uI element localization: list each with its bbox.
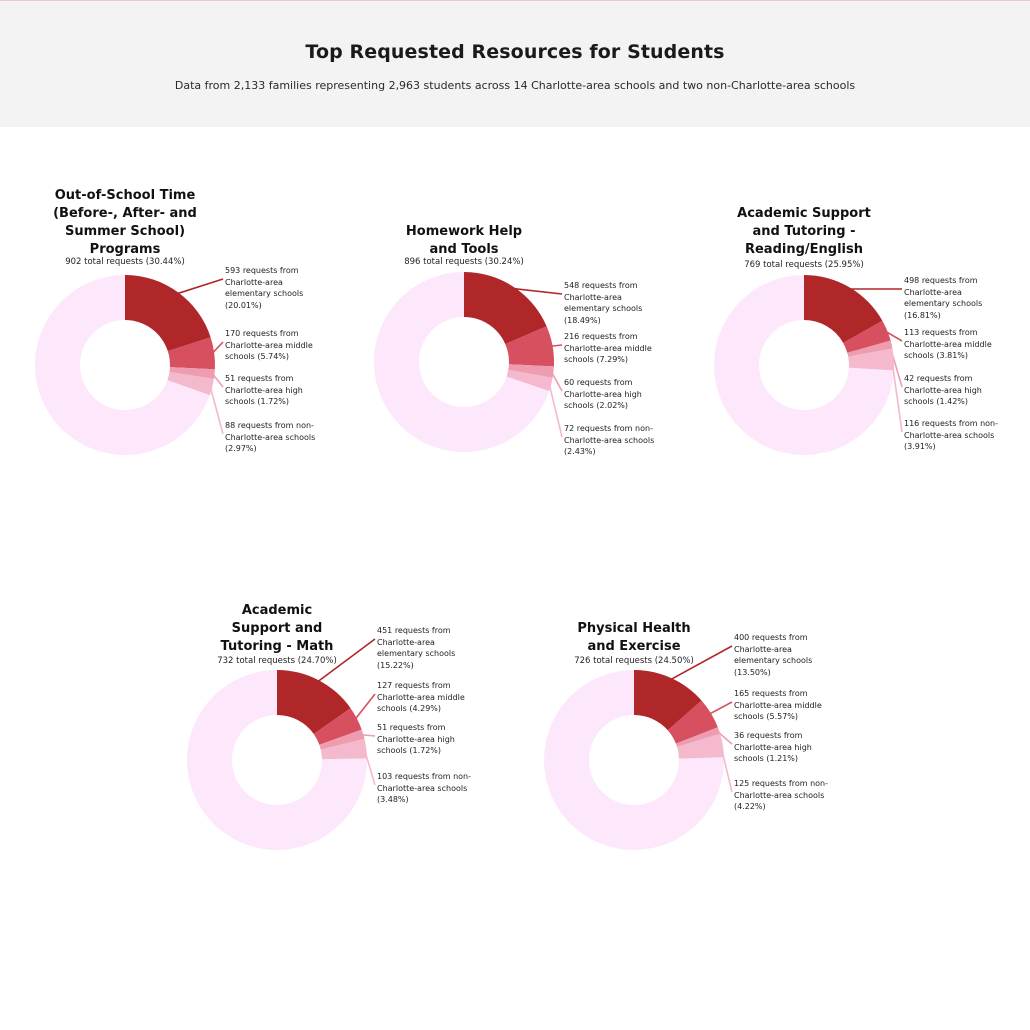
chart-title-line: Homework Help: [405, 224, 523, 239]
slice-label-line: elementary schools: [734, 656, 813, 665]
chart-title-line: Programs: [89, 242, 161, 257]
chart-total-label: 902 total requests (30.44%): [65, 257, 185, 267]
chart-title-line: and Exercise: [587, 639, 681, 654]
donut-chart-1: [20, 185, 350, 525]
slice-label-line: schools (7.29%): [564, 355, 629, 364]
slice-label-line: (3.91%): [904, 442, 936, 451]
slice-label-line: 216 requests from: [564, 332, 638, 341]
slice-label-middle: [904, 327, 1004, 362]
slice-label-line: Charlotte-area: [225, 277, 283, 287]
slice-label-middle: [734, 688, 834, 723]
slice-label-line: Charlotte-area high: [377, 734, 455, 744]
chart-title: [724, 205, 884, 259]
slice-label-line: Charlotte-area middle: [904, 339, 992, 349]
slice-label-line: (15.22%): [377, 660, 414, 670]
donut-chart-2: [360, 185, 690, 525]
slice-label-line: (4.22%): [734, 802, 766, 811]
slice-label-elementary: [225, 265, 325, 311]
leader-line-middle: [355, 694, 375, 719]
chart-title: [554, 620, 714, 656]
slice-label-line: schools (1.72%): [377, 746, 442, 755]
chart-title: [45, 187, 205, 259]
leader-line-high: [213, 374, 223, 387]
slice-label-non_charlotte: [734, 778, 834, 813]
slice-label-line: (18.49%): [564, 315, 601, 325]
page-subtitle: Data from 2,133 families representing 2,963 students across 14 Charlotte-area schools and two non-Charlotte-area schools: [174, 79, 856, 92]
slice-label-line: schools (5.57%): [734, 712, 799, 721]
chart-total-label: 896 total requests (30.24%): [404, 257, 524, 267]
slice-label-line: Charlotte-area middle: [225, 340, 313, 350]
slice-label-line: Charlotte-area: [564, 292, 622, 302]
slice-label-line: Charlotte-area schools: [225, 432, 316, 442]
slice-label-line: 400 requests from: [734, 633, 808, 642]
slice-label-line: 548 requests from: [564, 281, 638, 290]
slice-label-line: Charlotte-area high: [564, 389, 642, 399]
slice-label-middle: [564, 331, 664, 366]
slice-label-non_charlotte: [564, 423, 664, 458]
slice-label-line: 125 requests from non-: [734, 779, 829, 788]
slice-label-line: (3.48%): [377, 795, 409, 804]
slice-label-line: 113 requests from: [904, 328, 978, 337]
donut-chart-3: [700, 185, 1030, 525]
chart-title-line: Out-of-School Time: [54, 188, 196, 203]
slice-label-line: schools (5.74%): [225, 352, 290, 361]
slice-label-line: (2.97%): [225, 444, 257, 453]
slice-label-high: [734, 730, 834, 765]
slice-label-line: 127 requests from: [377, 681, 451, 690]
slice-label-line: Charlotte-area high: [225, 385, 303, 395]
slice-label-non_charlotte: [225, 420, 325, 455]
slice-label-line: 72 requests from non-: [564, 424, 653, 433]
slice-label-high: [225, 373, 325, 408]
slice-label-line: elementary schools: [564, 304, 643, 313]
slice-label-line: 51 requests from: [225, 374, 294, 383]
chart-title-line: and Tools: [429, 242, 499, 257]
slice-label-elementary: [904, 275, 1004, 321]
leader-line-middle: [709, 702, 732, 714]
slice-label-line: elementary schools: [377, 649, 456, 658]
slice-label-line: 593 requests from: [225, 266, 299, 275]
slice-label-middle: [377, 680, 477, 715]
chart-title-line: Summer School): [64, 224, 186, 239]
slice-label-line: Charlotte-area middle: [564, 343, 652, 353]
leader-line-non_charlotte: [210, 387, 223, 434]
slice-label-elementary: [564, 280, 664, 326]
slice-label-elementary: [377, 625, 477, 671]
leader-line-high: [551, 372, 562, 391]
donut-chart-4: [172, 590, 502, 930]
chart-total-label: 726 total requests (24.50%): [574, 656, 694, 666]
chart-title-line: Reading/English: [744, 242, 863, 257]
slice-label-line: 36 requests from: [734, 731, 803, 740]
slice-label-high: [564, 377, 664, 412]
slice-label-line: schools (1.72%): [225, 397, 290, 406]
chart-title: [197, 602, 357, 656]
slice-label-line: schools (1.42%): [904, 397, 969, 406]
slice-label-line: Charlotte-area high: [904, 385, 982, 395]
slice-label-line: elementary schools: [225, 289, 304, 298]
slice-label-line: Charlotte-area middle: [734, 700, 822, 710]
chart-title: [384, 223, 544, 259]
slice-label-line: Charlotte-area: [734, 644, 792, 654]
chart-total-label: 769 total requests (25.95%): [744, 260, 864, 270]
slice-label-line: 498 requests from: [904, 276, 978, 285]
slice-label-high: [377, 722, 477, 757]
slice-label-line: 51 requests from: [377, 723, 446, 732]
slice-label-line: Charlotte-area schools: [377, 783, 468, 793]
donut-chart-5: [529, 590, 859, 930]
slice-label-line: schools (4.29%): [377, 704, 442, 713]
slice-label-line: (2.43%): [564, 447, 596, 456]
slice-label-line: 451 requests from: [377, 626, 451, 635]
slice-label-middle: [225, 328, 325, 363]
slice-label-elementary: [734, 632, 834, 678]
slice-label-line: Charlotte-area middle: [377, 692, 465, 702]
slice-label-line: Charlotte-area schools: [734, 790, 825, 800]
slice-label-line: Charlotte-area high: [734, 742, 812, 752]
slice-label-non_charlotte: [904, 418, 1004, 453]
slice-label-line: 165 requests from: [734, 689, 808, 698]
slice-label-line: elementary schools: [904, 299, 983, 308]
slice-label-line: 170 requests from: [225, 329, 299, 338]
slice-label-high: [904, 373, 1004, 408]
chart-title-line: (Before-, After- and: [53, 206, 197, 221]
leader-line-middle: [212, 342, 223, 353]
slice-label-line: 42 requests from: [904, 374, 973, 383]
slice-label-non_charlotte: [377, 771, 477, 806]
slice-label-line: (13.50%): [734, 667, 771, 677]
slice-label-line: Charlotte-area schools: [564, 435, 655, 445]
slice-label-line: 103 requests from non-: [377, 772, 472, 781]
chart-total-label: 732 total requests (24.70%): [217, 656, 337, 666]
slice-label-line: 60 requests from: [564, 378, 633, 387]
slice-label-line: (16.81%): [904, 310, 941, 320]
slice-label-line: 116 requests from non-: [904, 419, 999, 428]
leader-line-elementary: [177, 279, 223, 294]
page-title: Top Requested Resources for Students: [305, 41, 725, 63]
slice-label-line: Charlotte-area: [377, 637, 435, 647]
chart-title-line: Academic: [241, 603, 313, 618]
leader-line-non_charlotte: [549, 384, 562, 437]
slice-label-line: Charlotte-area: [904, 287, 962, 297]
slice-label-line: schools (3.81%): [904, 351, 969, 360]
chart-title-line: and Tutoring -: [752, 224, 856, 239]
slice-label-line: 88 requests from non-: [225, 421, 314, 430]
page-header: [0, 1, 1030, 127]
slice-label-line: schools (1.21%): [734, 754, 799, 763]
slice-label-line: (20.01%): [225, 300, 262, 310]
chart-title-line: Academic Support: [737, 206, 871, 221]
chart-title-line: Support and: [231, 621, 323, 636]
chart-title-line: Physical Health: [577, 621, 691, 636]
chart-title-line: Tutoring - Math: [220, 639, 334, 654]
slice-label-line: schools (2.02%): [564, 401, 629, 410]
slice-label-line: Charlotte-area schools: [904, 430, 995, 440]
